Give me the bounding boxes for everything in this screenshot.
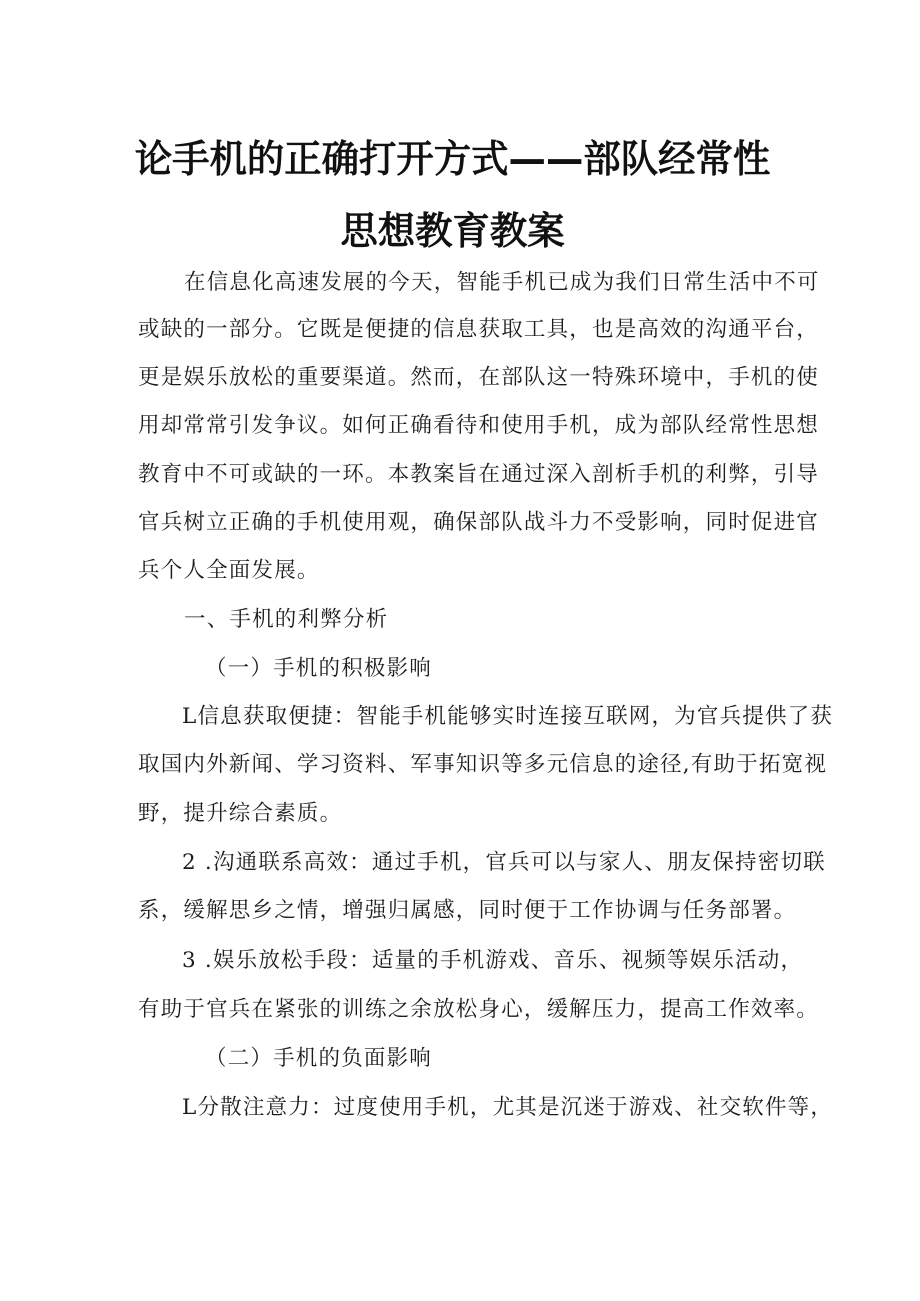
positive-item-2-line-1: 2 .沟通联系高效：通过手机，官兵可以与家人、朋友保持密切联 (182, 850, 826, 875)
intro-line-4: 用却常常引发争议。如何正确看待和使用手机，成为部队经常性思想 (138, 413, 820, 438)
subsection-heading-positive: （一）手机的积极影响 (205, 656, 433, 681)
positive-item-3-line-1: 3 .娱乐放松手段：适量的手机游戏、音乐、视频等娱乐活动， (182, 948, 804, 973)
section-heading: 一、手机的利弊分析 (184, 607, 389, 632)
subsection-heading-negative: （二）手机的负面影响 (205, 1046, 433, 1071)
positive-item-1-line-2: 取国内外新闻、学习资料、军事知识等多元信息的途径,有助于拓宽视 (138, 752, 828, 777)
positive-item-2-line-2: 系，缓解思乡之情，增强归属感，同时便于工作协调与任务部署。 (138, 898, 797, 923)
positive-item-1-line-3: 野，提升综合素质。 (138, 801, 343, 826)
positive-item-3-line-2: 有助于官兵在紧张的训练之余放松身心，缓解压力，提高工作效率。 (138, 997, 820, 1022)
document-title-line-1: 论手机的正确打开方式——部队经常性 (134, 137, 771, 181)
positive-item-1-line-1: L信息获取便捷：智能手机能够实时连接互联网，为官兵提供了获 (182, 704, 834, 729)
negative-item-1-line-1: L分散注意力：过度使用手机，尤其是沉迷于游戏、社交软件等， (182, 1095, 834, 1120)
intro-line-6: 官兵树立正确的手机使用观，确保部队战斗力不受影响，同时促进官 (138, 510, 820, 535)
intro-line-3: 更是娱乐放松的重要渠道。然而，在部队这一特殊环境中，手机的使 (138, 365, 820, 390)
document-title-line-2: 思想教育教案 (340, 209, 565, 253)
intro-line-2: 或缺的一部分。它既是便捷的信息获取工具，也是高效的沟通平台， (138, 317, 820, 342)
intro-line-5: 教育中不可或缺的一环。本教案旨在通过深入剖析手机的利弊，引导 (138, 462, 820, 487)
intro-line-1: 在信息化高速发展的今天，智能手机已成为我们日常生活中不可 (184, 270, 820, 295)
intro-line-7: 兵个人全面发展。 (138, 558, 320, 583)
